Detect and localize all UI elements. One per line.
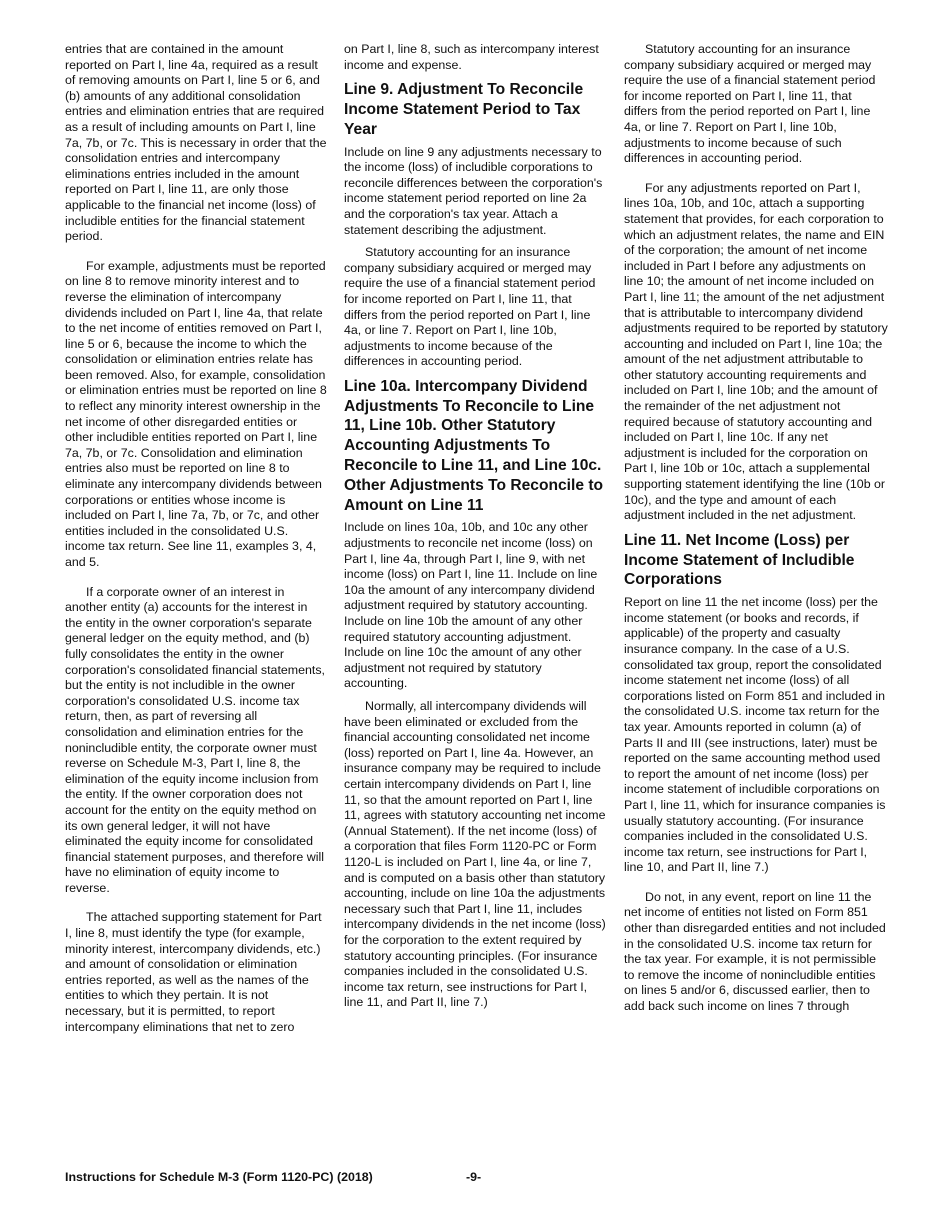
page-number: -9- [466,1170,482,1184]
paragraph: If a corporate owner of an interest in another entity (a) accounts for the interest in the entity in the owner corporation's separate general ledger on the equity method, and (b) fully consolidates the entity in the owner corporation's consolidated financial statements, but the entity is not includible in the owner corporation's consolidated U.S. income tax return, then, as part of reversing all consolidation and elimination entries for the nonincludible entity, the corporate owner must reverse on Schedule M-3, Part I, line 8, the elimination of the equity income inclusion from the entity. If the owner corporation does not account for the entity on the equity method on its own general ledger, it will not have eliminated the equity income for consolidated financial statement purposes, and therefore will have no elimination of equity income to reverse. [65,584,325,895]
column-middle [344,42,607,1025]
column-left [65,42,327,1049]
section-heading-line-9: Line 9. Adjustment To Reconcile Income Statement Period to Tax Year [344,81,584,138]
paragraph: For example, adjustments must be reported on line 8 to remove minority interest and to reverse the elimination of intercompany dividends included on Part I, line 4a, that relate to the net income of entities removed on Part I, line 5 or 6, because the income to which the consolidation or elimination entries relate has been removed. Also, for example, consolidation or elimination entries must be reported on line 8 to reflect any minority interest ownership in the net income of other disregarded entities or other includible entities reported on Part I, line 7a, 7b, or 7c. Consolidation and elimination entries also must be reported on line 8 to eliminate any intercompany dividends between corporations or entities whose income is included on Part I, line 7a, 7b, or 7c, and other entities included in the consolidated U.S. income tax return. See line 11, examples 3, 4, and 5. [65,258,327,569]
paragraph: Include on line 9 any adjustments necessary to the income (loss) of includible corporations to reconcile differences between the corporation's income statement period reported on line 2a and the corporation's tax year. Attach a statement describing the adjustment. [344,144,603,237]
paragraph: Report on line 11 the net income (loss) per the income statement (or books and records, if applicable) of the property and casualty insurance company. In the case of a U.S. consolidated tax group, report the consolidated income statement net income (loss) of all corporations listed on Form 851 and included in the consolidated U.S. income tax return for the tax year. Amounts reported in column (a) of Parts II and III (see instructions, later) must be reported on the same accounting method used to report the amount of net income (loss) per income statement of includible corporations on Part I, line 11, which for insurance companies is usually statutory accounting. (For insurance companies included in the consolidated U.S. income tax return, see instructions for Part I, line 10, and Part II, line 7.) [624,595,886,875]
paragraph: For any adjustments reported on Part I, lines 10a, 10b, and 10c, attach a supporting statement that provides, for each corporation to which an adjustment relates, the name and EIN of the corporation; the amount of net income included in Part I before any adjustments on line 10; the amount of net income included on Part I, line 11; the amount of the net adjustment that is attributable to intercompany dividend adjustments required to be reported by statutory accounting and included on Part I, line 10a; the amount of the net adjustment attributable to other statutory accounting requirements and included on Part I, line 10b; and the amount of the remainder of the net adjustment not required because of statutory accounting and included on Part I, line 10c. If any net adjustment is included for the corporation on Part I, line 10b or 10c, attach a supplemental supporting statement identifying the line (10b or 10c), and the type and amount of each adjustment included in the net adjustment. [624,180,888,523]
paragraph: Statutory accounting for an insurance company subsidiary acquired or merged may require the use of a financial statement period for income reported on Part I, line 11, that differs from the period reported on Part I, line 4a, or line 7. Report on Part I, line 10b, adjustments to income because of the differences in accounting period. [344,245,596,369]
paragraph: on Part I, line 8, such as intercompany interest income and expense. [344,42,599,72]
section-heading-line-10: Line 10a. Intercompany Dividend Adjustments To Reconcile to Line 11, Line 10b. Other Statutory Accounting Adjustments To Reconcile to Line 11, and Line 10c. Other Adjustments To Reconcile to Amount on Line 11 [344,377,604,514]
paragraph: The attached supporting statement for Part I, line 8, must identify the type (for example, minority interest, intercompany dividends, etc.) and amount of consolidation or elimination entries reported, as well as the names of the entities to which they pertain. It is not necessary, but it is permitted, to report intercompany eliminations that net to zero [65,910,322,1034]
paragraph: entries that are contained in the amount reported on Part I, line 4a, required as a result of removing amounts on Part I, line 5 or 6, and (b) amounts of any additional consolidation entries and elimination entries that are required as a result of including amounts on Part I, line 7a, 7b, or 7c. This is necessary in order that the consolidation entries and intercompany eliminations entries included in the amount reported on Part I, line 11, are only those applicable to the financial net income (loss) of includible entities for the financial statement period. [65,42,327,244]
paragraph: Normally, all intercompany dividends will have been eliminated or excluded from the financial accounting consolidated net income (loss) reported on Part I, line 4a. However, an insurance company may be required to include certain intercompany dividends on Part I, line 11, so that the amount reported on Part I, line 11, agrees with statutory accounting net income (Annual Statement). If the net income (loss) of a corporation that files Form 1120-PC or Form 1120-L is included on Part I, line 4a, or line 7, and is computed on a basis other than statutory accounting, include on line 10a the adjustments necessary such that Part I, line 11, includes intercompany dividends in the net income (loss) for the corporation to the extent required by statutory accounting principles. (For insurance companies included in the consolidated U.S. income tax return, see instructions for Part I, line 11, and Part II, line 7.) [344,699,606,1010]
paragraph: Statutory accounting for an insurance company subsidiary acquired or merged may require the use of a financial statement period for income reported on Part I, line 11, that differs from the period reported on Part I, line 4a, or line 7. Report on Part I, line 10b, adjustments to income because of such differences in accounting period. [624,42,876,166]
footer-title: Instructions for Schedule M-3 (Form 1120-PC) (2018) [65,1170,373,1184]
column-right [624,42,888,1029]
section-heading-line-11: Line 11. Net Income (Loss) per Income Statement of Includible Corporations [624,531,855,589]
paragraph: Do not, in any event, report on line 11 the net income of entities not listed on Form 851 other than disregarded entities and not included in the consolidated U.S. income tax return for the tax year. For example, it is not permissible to remove the income of nonincludible entities on lines 5 and/or 6, discussed earlier, then to add back such income on lines 7 through [624,889,886,1014]
paragraph: Include on lines 10a, 10b, and 10c any other adjustments to reconcile net income (loss) on Part I, line 4a, through Part I, line 9, with net income (loss) on Part I, line 11. Include on line 10a the amount of any intercompany dividend adjustment required by statutory accounting. Include on line 10b the amount of any other required statutory accounting adjustment. Include on line 10c the amount of any other adjustment not required by statutory accounting. [344,520,598,691]
